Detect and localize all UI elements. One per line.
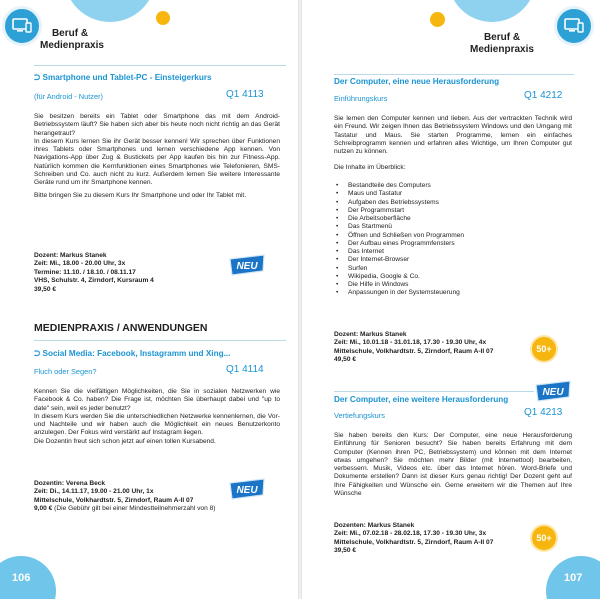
page-number: 107 [564, 572, 583, 584]
section-label-line1: Beruf & [51, 28, 89, 39]
ort: Mittelschule, Volkhardtstr. 5, Zirndorf, Raum A-II 07 [334, 538, 494, 546]
neu-badge [534, 380, 572, 402]
neu-badge [228, 478, 266, 500]
ort: Mittelschule, Volkhardtstr. 5, Zirndorf, Raum A-II 07 [34, 496, 194, 504]
paragraph: Sie lernen den Computer kennen und lieben. Aus der vertrackten Technik wird ein Freund. Wir zeigen Ihnen das Betriebssystem Windows und den Umgang mit Tastatur und Maus. Sie starten Programme, lernen ein einfaches Schreibprogramm kennen und erfahren alles Wichtige, um Ihren Computer gut nutzen zu können. [334, 115, 572, 156]
ort: VHS, Schulstr. 4, Zirndorf, Kursraum 4 [34, 277, 154, 285]
neu-badge-text: NEU [236, 485, 258, 496]
ort: Mittelschule, Volkhardtstr. 5, Zirndorf, Raum A-II 07 [334, 347, 494, 355]
preis-line [34, 505, 215, 513]
course-description [34, 388, 280, 450]
list-item: • Die Hilfe in Windows [334, 281, 464, 289]
computer-icon [554, 6, 594, 46]
course-details [334, 522, 493, 556]
paragraph: In diesem Kurs lernen Sie ihr Gerät besser kennen! Wir sprechen über Funktionen ihres Tablets oder Smartphones und lernen verschiedene App kennen. Von Navigations-App über Zug & Bustickets per App kaufen bis hin zur Fitness-App. Natürlich kommen die Kernfunktionen eines Smartphones wie Telefonieren, SMS-Schreiben und Co. auch nicht zu kurz. Außerdem lernen Sie weitere Interessante Geräte rund um ihr Smartphone kennen. [34, 137, 280, 187]
computer-icon [2, 6, 42, 46]
top-rule [334, 74, 574, 75]
list-item: • Die Arbeitsoberfläche [334, 215, 464, 223]
dozent: Dozent: Markus Stanek [34, 252, 107, 259]
paragraph: Sie besitzen bereits ein Tablet oder Smartphone das mit dem Android-Betriebssystem läuft? Sie haben sich aber bis heute noch nicht richtig an das Gerät herangetraut? [34, 113, 280, 137]
course-description [34, 113, 280, 204]
dozent: Dozentin: Verena Beck [34, 480, 106, 487]
age-50-badge: 50+ [532, 337, 556, 361]
paragraph: Bitte bringen Sie zu diesem Kurs Ihr Smartphone und oder Ihr Tablet mit. [34, 191, 247, 199]
list-item: • Das Startmenü [334, 223, 464, 231]
decor-circle-orange [430, 12, 445, 27]
course-code: Q1 4113 [226, 89, 264, 100]
course-subtitle: Einführungskurs [334, 94, 388, 103]
course-description [334, 115, 572, 173]
right-page [302, 0, 600, 599]
paragraph: Kennen Sie die vielfältigen Möglichkeiten, die Sie in sozialen Netzwerken wie Facebook & Co. haben? Die Frage ist, möchten Sie überhaupt dabei und "up to date" sein, weil es jeder benutzt? [34, 388, 280, 412]
course-description [334, 432, 572, 498]
list-item: • Wikipedia, Google & Co. [334, 273, 464, 281]
zeit: Zeit: Mi., 10.01.18 - 31.01.18, 17.30 - 19.30 Uhr, 4x [334, 339, 487, 347]
course-title: Der Computer, eine neue Herausforderung [334, 77, 500, 86]
heading-rule [34, 340, 286, 341]
section-label [40, 28, 104, 52]
paragraph: Die Dozentin freut sich schon jetzt auf einen tollen Kursabend. [34, 437, 216, 445]
paragraph: Die Inhalte im Überblick: [334, 164, 406, 172]
neu-badge [228, 254, 266, 276]
course-title: ⮊ Smartphone und Tablet-PC - Einsteigerkurs [34, 73, 212, 82]
course-code: Q1 4212 [524, 90, 563, 101]
course-title: ⮊ Social Media: Facebook, Instagramm und Xing... [34, 349, 231, 358]
course-details [334, 331, 493, 365]
list-item: • Der Aufbau eines Programmfensters [334, 240, 464, 248]
list-item: • Das Internet [334, 248, 464, 256]
course-title-text: Smartphone und Tablet-PC - Einsteigerkurs [42, 73, 212, 82]
course-rule [334, 391, 534, 392]
top-rule [34, 65, 286, 66]
list-item: • Anpassungen in der Systemsteuerung [334, 289, 464, 297]
course-subtitle: Vertiefungskurs [334, 411, 385, 420]
left-page [0, 0, 298, 599]
dozent: Dozent: Markus Stanek [334, 331, 407, 338]
neu-badge-text: NEU [236, 261, 258, 272]
preis-note: (Die Gebühr gilt bei einer Mindestteilnehmerzahl von 8) [52, 505, 216, 513]
decor-circle-blue [448, 0, 536, 22]
list-item: • Der Programmstart [334, 207, 464, 215]
termine: Termine: 11.10. / 18.10. / 08.11.17 [34, 268, 136, 276]
course-subtitle: (für Android - Nutzer) [34, 92, 104, 101]
list-item: • Öffnen und Schließen von Programmen [334, 232, 464, 240]
section-label-line2: Medienpraxis [40, 40, 104, 51]
decor-circle-orange [156, 11, 170, 25]
decor-circle-blue [64, 0, 156, 22]
preis: 49,50 € [334, 356, 356, 364]
course-details [34, 480, 215, 514]
paragraph: In diesem Kurs werden Sie die unterschiedlichen Netzwerke kennenlernen, die Vor- und Nachteile und wir haben auch die Möglichkeit ein neues Benutzerkonto anzulegen. Der Fokus wird verstärkt auf Instagram liegen. [34, 412, 280, 437]
age-50-badge: 50+ [532, 526, 556, 550]
preis: 39,50 € [334, 547, 356, 555]
course-subtitle: Fluch oder Segen? [34, 367, 97, 376]
dozent: Dozenten: Markus Stanek [334, 522, 415, 529]
zeit: Zeit: Di., 14.11.17, 19.00 - 21.00 Uhr, 1x [34, 488, 154, 496]
contents-list [334, 182, 464, 298]
section-label [462, 32, 542, 56]
list-item: • Der Internet-Browser [334, 256, 464, 264]
zeit: Zeit: Mi., 07.02.18 - 28.02.18, 17.30 - 19.30 Uhr, 3x [334, 530, 487, 538]
preis: 9,00 € [34, 505, 53, 513]
list-item: • Surfen [334, 265, 464, 273]
course-title-text: Social Media: Facebook, Instagramm und Xing... [42, 349, 231, 358]
course-details [34, 252, 154, 294]
paragraph: Sie haben bereits den Kurs: Der Computer, eine neue Herausforderung Einführung für Senioren besucht? Sie haben bereits Erfahrung mit dem Computer (Kennen ihren PC, Betriebssystem) und können mit dem Internet etwas umgehen? Sie möchten mehr Bilder (mit Internettool) bearbeiten, verbessern. Musik, Videos etc. über das Internet hören. Word-Briefe und Dokumente erstellen? Dann ist dieser Kurs genau richtig! Der Dozent geht auf Ihre Fähigkeiten und Wünsche ein. Gerne erweitern wir die Themen auf Ihre Wünsche [334, 432, 572, 498]
course-code: Q1 4213 [524, 407, 563, 418]
section-heading: MEDIENPRAXIS / ANWENDUNGEN [34, 322, 208, 334]
preis: 39,50 € [34, 285, 56, 293]
page-number: 106 [12, 572, 31, 584]
course-title: Der Computer, eine weitere Herausforderung [334, 395, 509, 404]
course-code: Q1 4114 [226, 364, 264, 375]
zeit: Zeit: Mi., 18.00 - 20.00 Uhr, 3x [34, 260, 126, 268]
section-label-line2: Medienpraxis [470, 44, 534, 55]
list-item: • Maus und Tastatur [334, 190, 464, 198]
neu-badge-text: NEU [542, 387, 564, 398]
list-item: • Aufgaben des Betriebssystems [334, 199, 464, 207]
section-label-line1: Beruf & [483, 32, 521, 43]
list-item: • Bestandteile des Computers [334, 182, 464, 190]
